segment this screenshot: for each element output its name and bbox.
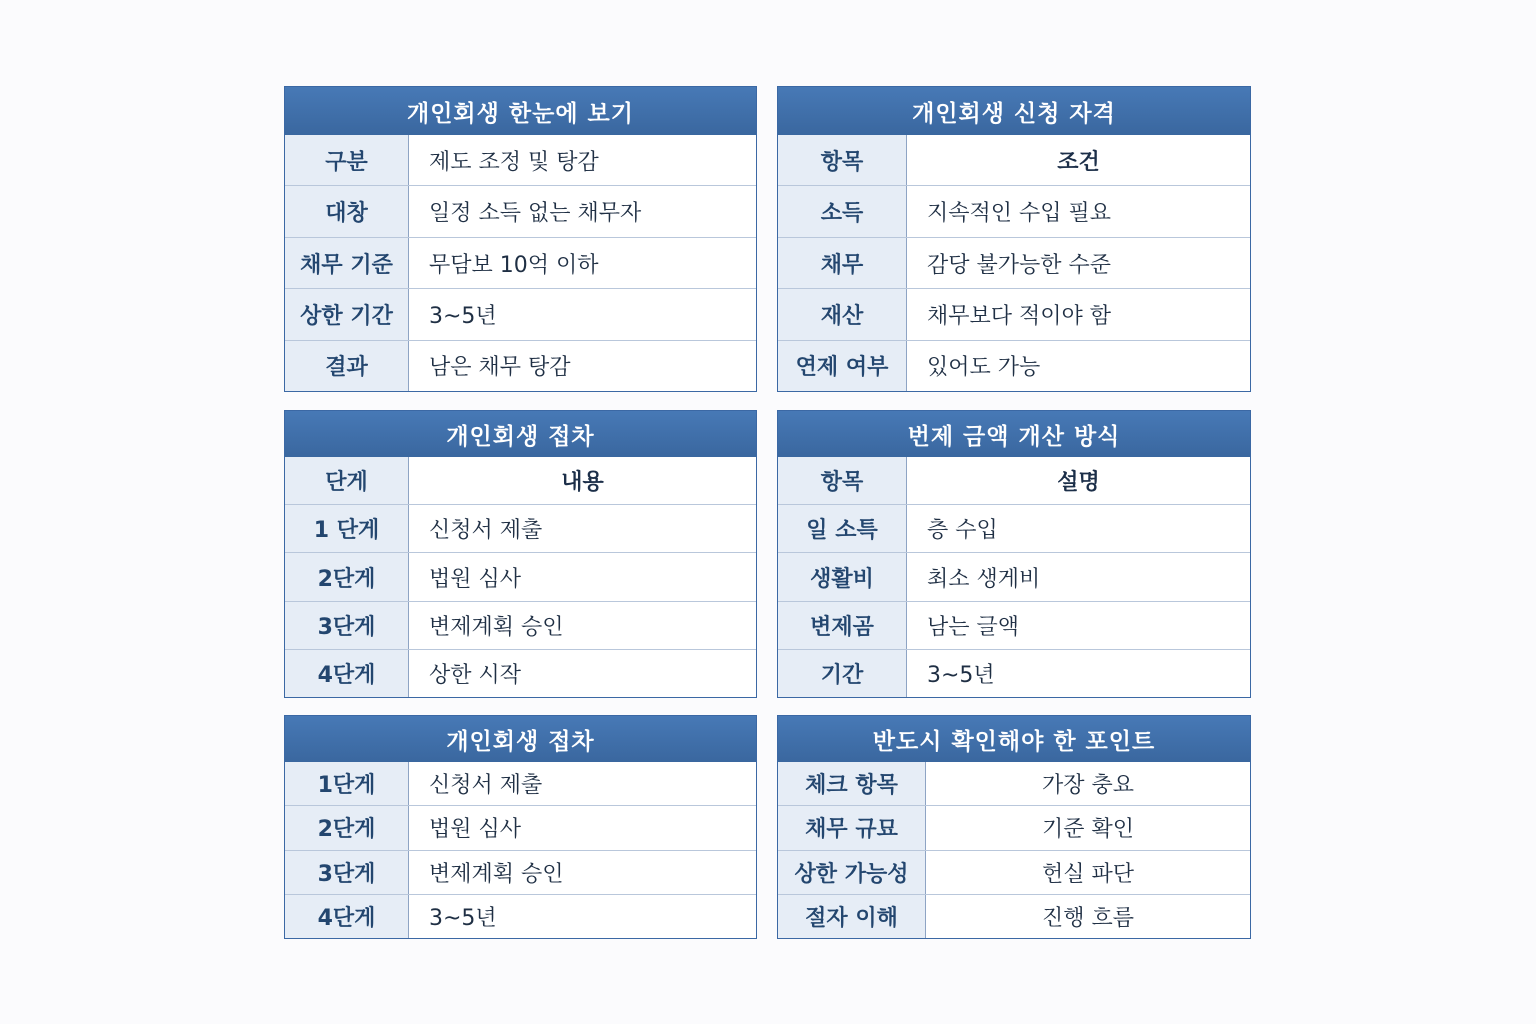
row-key: 일 소특 xyxy=(778,505,907,552)
row-value: 제도 조정 및 탕감 xyxy=(429,149,599,175)
header-value: 설명 xyxy=(1057,470,1100,496)
row-value: 채무보다 적이야 함 xyxy=(927,303,1112,329)
row-key: 4단게 xyxy=(285,895,409,938)
header-value: 내용 xyxy=(561,470,604,496)
row-key: 채무 규묘 xyxy=(778,806,926,849)
table-row xyxy=(778,805,1250,849)
row-value: 상한 시작 xyxy=(429,662,522,688)
row-value: 남는 글액 xyxy=(927,614,1020,640)
table-header-row xyxy=(285,457,756,504)
table-row xyxy=(778,288,1250,339)
row-key: 2단게 xyxy=(285,553,409,600)
overview-title: 개인회생 한눈에 보기 xyxy=(285,87,756,135)
row-value: 남은 채무 탕감 xyxy=(429,355,571,381)
eligibility-title: 개인회생 신청 자격 xyxy=(778,87,1250,135)
row-value: 변제계획 승인 xyxy=(429,614,564,640)
table-row xyxy=(778,340,1250,391)
checkpoints-title: 반도시 확인해야 한 포인트 xyxy=(778,716,1250,762)
table-header-row xyxy=(778,135,1250,185)
procedure-summary-title: 개인회생 접차 xyxy=(285,716,756,762)
row-key: 상한 기간 xyxy=(285,289,409,339)
table-row xyxy=(778,762,1250,805)
row-value: 헌실 파단 xyxy=(1041,861,1134,887)
table-row xyxy=(778,552,1250,600)
table-row xyxy=(285,894,756,938)
row-value: 3~5년 xyxy=(429,905,497,931)
procedure-table xyxy=(284,410,757,698)
overview-table xyxy=(284,86,757,392)
header-key: 항목 xyxy=(778,135,907,185)
row-value: 신청서 제출 xyxy=(429,518,543,544)
row-value: 변제계획 승인 xyxy=(429,861,564,887)
table-header-row xyxy=(778,457,1250,504)
row-key: 체크 항목 xyxy=(778,762,926,805)
table-row xyxy=(285,649,756,697)
table-row xyxy=(285,601,756,649)
checkpoints-table xyxy=(777,715,1251,939)
table-row xyxy=(285,850,756,894)
row-key: 생활비 xyxy=(778,553,907,600)
row-key: 구분 xyxy=(285,135,409,185)
row-key: 채무 xyxy=(778,238,907,288)
table-row xyxy=(285,805,756,849)
row-key: 상한 가능성 xyxy=(778,851,926,894)
table-row xyxy=(285,504,756,552)
row-value: 진행 흐름 xyxy=(1041,905,1134,931)
row-value: 신청서 제출 xyxy=(429,773,543,799)
eligibility-table xyxy=(777,86,1251,392)
row-key: 4단게 xyxy=(285,650,409,697)
table-row xyxy=(778,504,1250,552)
table-row xyxy=(285,288,756,339)
row-value: 있어도 가능 xyxy=(927,355,1041,381)
row-key: 대창 xyxy=(285,186,409,236)
header-key: 단게 xyxy=(285,457,409,504)
row-value: 최소 생게비 xyxy=(927,566,1041,592)
row-key: 2단게 xyxy=(285,806,409,849)
table-row xyxy=(778,601,1250,649)
row-key: 재산 xyxy=(778,289,907,339)
row-key: 1단게 xyxy=(285,762,409,805)
table-row xyxy=(285,340,756,391)
row-value: 무담보 10억 이하 xyxy=(429,252,599,278)
repayment-title: 번제 금액 개산 방식 xyxy=(778,411,1250,457)
procedure-summary-table xyxy=(284,715,757,939)
row-value: 일정 소득 없는 채무자 xyxy=(429,201,642,227)
row-key: 1 단게 xyxy=(285,505,409,552)
row-value: 법원 심사 xyxy=(429,817,522,843)
table-row xyxy=(778,850,1250,894)
row-key: 변제곰 xyxy=(778,602,907,649)
table-row xyxy=(778,185,1250,236)
table-row xyxy=(778,894,1250,938)
repayment-table xyxy=(777,410,1251,698)
row-value: 기준 확인 xyxy=(1041,817,1134,843)
row-value: 법원 심사 xyxy=(429,566,522,592)
table-row xyxy=(285,135,756,185)
table-row xyxy=(285,185,756,236)
row-key: 연제 여부 xyxy=(778,341,907,391)
row-key: 절자 이해 xyxy=(778,895,926,938)
row-key: 채무 기준 xyxy=(285,238,409,288)
table-row xyxy=(778,649,1250,697)
row-key: 결과 xyxy=(285,341,409,391)
header-key: 항목 xyxy=(778,457,907,504)
table-row xyxy=(285,552,756,600)
header-value: 조건 xyxy=(1057,149,1100,175)
row-key: 3단게 xyxy=(285,602,409,649)
row-key: 소득 xyxy=(778,186,907,236)
row-value: 층 수입 xyxy=(927,518,998,544)
row-value: 가장 충요 xyxy=(1041,773,1134,799)
procedure-title: 개인회생 접차 xyxy=(285,411,756,457)
row-value: 3~5년 xyxy=(429,303,497,329)
row-key: 기간 xyxy=(778,650,907,697)
table-row xyxy=(778,237,1250,288)
table-row xyxy=(285,762,756,805)
row-value: 지속적인 수입 필요 xyxy=(927,201,1112,227)
row-key: 3단게 xyxy=(285,851,409,894)
row-value: 3~5년 xyxy=(927,662,995,688)
table-row xyxy=(285,237,756,288)
row-value: 감당 불가능한 수준 xyxy=(927,252,1112,278)
